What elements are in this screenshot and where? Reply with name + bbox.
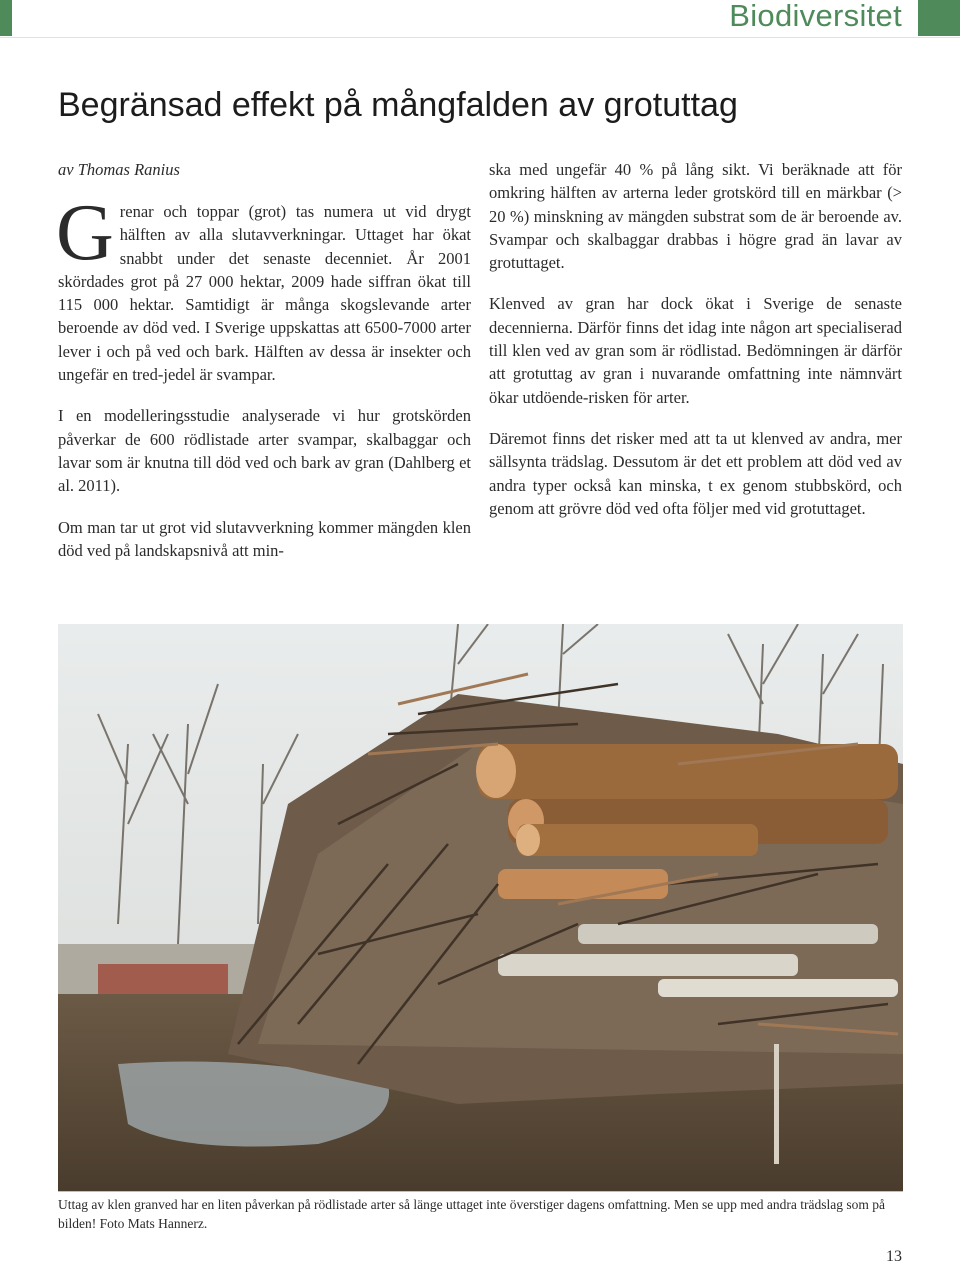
right-accent-bar <box>918 0 960 36</box>
paragraph: Klenved av gran har dock ökat i Sverige de senaste decennierna. Därför finns det idag inte någon art specialiserad till klen ved av gran som är rödlistad. Bedömningen är därför att grotuttag av gran i nuvarande omfattning inte nämnvärt ökar utdöende-risken för arter. <box>489 294 902 407</box>
drop-cap: G <box>56 189 114 277</box>
header-rule <box>0 37 960 38</box>
wood-pile-illustration <box>58 624 903 1191</box>
caption-rule <box>58 1191 903 1192</box>
left-column <box>56 189 471 580</box>
paragraph: ska med ungefär 40 % på lång sikt. Vi beräknade att för omkring hälften av arterna leder grotskörd till en märkbar (> 20 %) minskning av mängden substrat som de är beroende av. Svampar och skalbaggar drabbas i högre grad än lavar av grotuttaget. <box>489 160 902 273</box>
paragraph <box>56 189 471 386</box>
photo-caption: Uttag av klen granved har en liten påverkan på rödlistade arter så länge uttaget inte överstiger dagens omfattning. Men se upp med andra trädslag som på bilden! Foto Mats Hannerz. <box>58 1197 885 1231</box>
paragraph: Däremot finns det risker med att ta ut klenved av andra, mer sällsynta trädslag. Dessutom är det ett problem att död ved av andra typer också kan minska, t ex genom stubbskörd, och genom att grövre död ved ofta följer med vid grotuttaget. <box>489 428 902 518</box>
left-accent-bar <box>0 0 12 36</box>
byline: av Thomas Ranius <box>58 160 180 179</box>
wood-pile-photo <box>58 624 903 1191</box>
paragraph: Om man tar ut grot vid slutavverkning kommer mängden klen död ved på landskapsnivå att min- <box>58 517 471 560</box>
paragraph-text: renar och toppar (grot) tas numera ut vid drygt hälften av alla slutavverkningar. Uttaget har ökat snabbt under det senaste decenniet. År 2001 skördades grot på 27 000 hektar, 2009 hade siffran ökat till 115 000 hektar. Samtidigt är många skogslevande arter beroende av död ved. I Sverige uppskattas att 6500-7000 arter lever i och på ved och bark. Hälften av dessa är insekter och ungefär en tred-jedel är svampar. <box>58 202 471 385</box>
paragraph: I en modelleringsstudie analyserade vi hur grotskörden påverkar de 600 rödlistade arter svampar, skalbaggar och lavar som är knutna till död ved och bark av gran (Dahlberg et al. 2011). <box>58 406 471 496</box>
page-number: 13 <box>886 1248 902 1265</box>
article-title: Begränsad effekt på mångfalden av grotuttag <box>58 86 738 124</box>
right-column <box>489 158 902 538</box>
section-title: Biodiversitet <box>729 0 902 33</box>
